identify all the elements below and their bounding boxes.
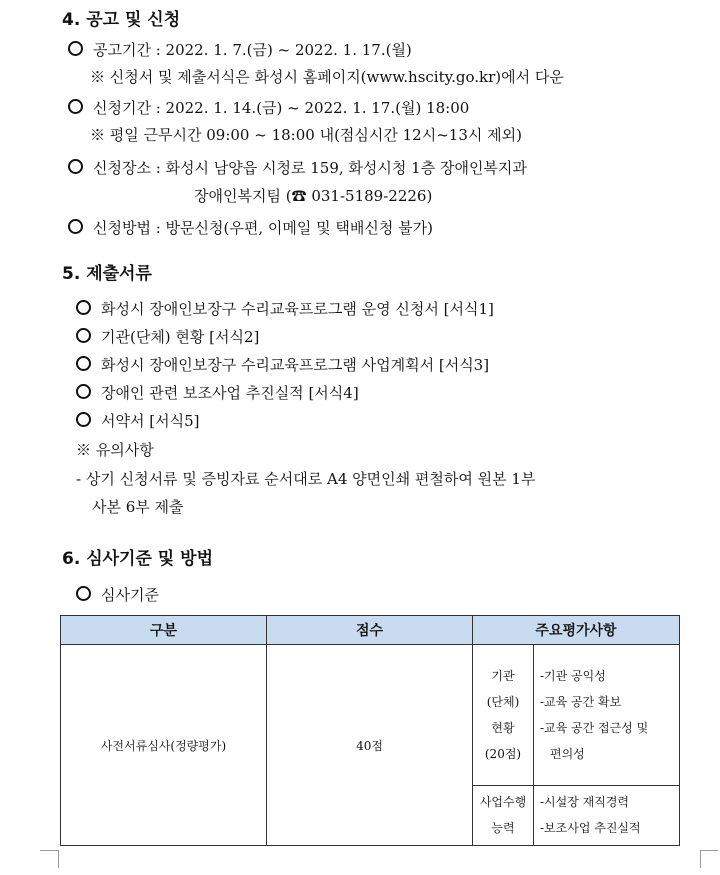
eval-group-label: 사업수행 능력: [473, 785, 534, 845]
page-corner-mark: [682, 850, 701, 868]
page-corner-mark: [58, 850, 77, 868]
evaluation-subtable: [473, 645, 679, 845]
eval-group-items: -시설장 재직경력 -보조사업 추진실적: [540, 795, 641, 836]
category-cell: 사전서류심사(정량평가): [61, 645, 267, 846]
table-row: [61, 645, 680, 846]
application-place: 신청장소 : 화성시 남양읍 시청로 159, 화성시청 1층 장애인복지과: [68, 158, 527, 178]
note-line-1: - 상기 신청서류 및 증빙자료 순서대로 A4 양면인쇄 편철하여 원본 1부: [76, 470, 536, 488]
page-corner-mark: [40, 850, 58, 869]
section-4-title: 4. 공고 및 신청: [62, 10, 181, 30]
doc-item-5: 서약서 [서식5]: [76, 411, 199, 431]
table-header-row: [61, 616, 680, 645]
doc-item-2: 기관(단체) 현황 [서식2]: [76, 327, 259, 347]
application-period: 신청기간 : 2022. 1. 14.(금) ~ 2022. 1. 17.(월) 18:00: [68, 98, 469, 118]
criteria-table: [60, 615, 680, 846]
circle-bullet-icon: [76, 412, 91, 427]
section-5-title: 5. 제출서류: [62, 264, 152, 284]
criteria-subtitle: 심사기준: [76, 585, 159, 605]
section-6-title: 6. 심사기준 및 방법: [62, 549, 213, 569]
page-corner-mark: [700, 850, 718, 869]
application-place-team: 장애인복지팀 (☎ 031-5189-2226): [194, 187, 433, 205]
circle-bullet-icon: [76, 328, 91, 343]
header-evaluation: 주요평가사항: [473, 616, 680, 645]
doc-item-3: 화성시 장애인보장구 수리교육프로그램 사업계획서 [서식3]: [76, 355, 489, 375]
circle-bullet-icon: [76, 384, 91, 399]
eval-group-items: -기관 공익성 -교육 공간 확보 -교육 공간 접근성 및 편의성: [534, 645, 680, 785]
eval-group-label: 기관 (단체) 현황 (20점): [473, 645, 534, 785]
eval-group-row: [473, 645, 679, 785]
note-line-2: 사본 6부 제출: [92, 498, 184, 516]
score-cell: 40점: [267, 645, 473, 846]
doc-item-4: 장애인 관련 보조사업 추진실적 [서식4]: [76, 383, 359, 403]
header-score: 점수: [267, 616, 473, 645]
circle-bullet-icon: [68, 99, 83, 114]
circle-bullet-icon: [68, 159, 83, 174]
evaluation-cell: [473, 645, 680, 846]
doc-item-1: 화성시 장애인보장구 수리교육프로그램 운영 신청서 [서식1]: [76, 299, 494, 319]
circle-bullet-icon: [76, 586, 91, 601]
notice-period: 공고기간 : 2022. 1. 7.(금) ~ 2022. 1. 17.(월): [68, 40, 412, 60]
circle-bullet-icon: [68, 219, 83, 234]
note-title: ※ 유의사항: [76, 441, 154, 459]
circle-bullet-icon: [76, 356, 91, 371]
eval-group-row: [473, 785, 679, 845]
download-note: ※ 신청서 및 제출서식은 화성시 홈페이지(www.hscity.go.kr)에서 다운: [90, 68, 564, 86]
application-method: 신청방법 : 방문신청(우편, 이메일 및 택배신청 불가): [68, 218, 433, 238]
office-hours-note: ※ 평일 근무시간 09:00 ~ 18:00 내(점심시간 12시~13시 제외): [90, 126, 522, 144]
circle-bullet-icon: [68, 41, 83, 56]
header-category: 구분: [61, 616, 267, 645]
circle-bullet-icon: [76, 300, 91, 315]
